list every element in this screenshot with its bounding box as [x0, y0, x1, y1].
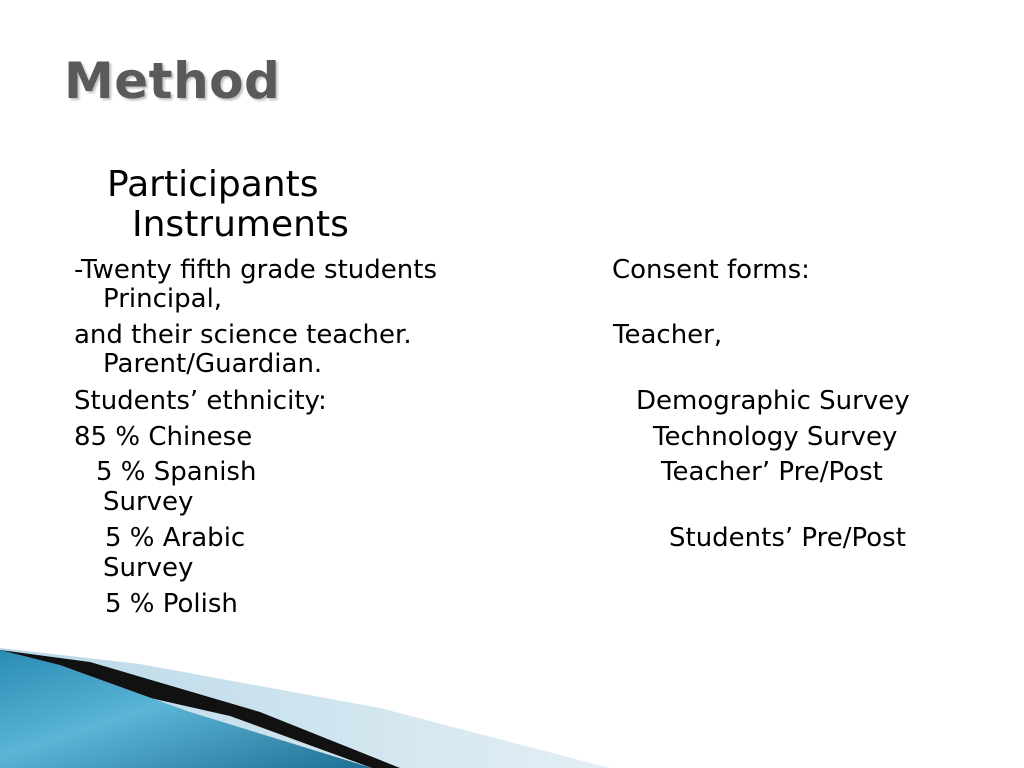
heading-instruments: Instruments — [132, 204, 349, 245]
instrument-technology-survey: Technology Survey — [653, 422, 898, 452]
instrument-students-prepost: Students’ Pre/Post — [669, 523, 906, 553]
slide-title: Method — [64, 52, 281, 110]
ethnicity-chinese: 85 % Chinese — [74, 422, 253, 452]
participants-teacher-line: and their science teacher. — [74, 320, 412, 350]
instrument-teacher-prepost: Teacher’ Pre/Post — [661, 457, 883, 487]
consent-forms-label: Consent forms: — [612, 255, 810, 285]
heading-participants: Participants — [107, 164, 319, 205]
instrument-students-prepost-survey: Survey — [103, 553, 194, 583]
participants-students-line: -Twenty fifth grade students — [74, 255, 437, 285]
instrument-demographic-survey: Demographic Survey — [636, 386, 910, 416]
consent-teacher: Teacher, — [613, 320, 723, 350]
ethnicity-polish: 5 % Polish — [105, 589, 238, 619]
ethnicity-spanish: 5 % Spanish — [96, 457, 257, 487]
ethnicity-label: Students’ ethnicity: — [74, 386, 327, 416]
consent-parent-guardian: Parent/Guardian. — [103, 349, 323, 379]
instrument-teacher-prepost-survey: Survey — [103, 487, 194, 517]
ethnicity-arabic: 5 % Arabic — [105, 523, 246, 553]
consent-principal: Principal, — [103, 284, 223, 314]
